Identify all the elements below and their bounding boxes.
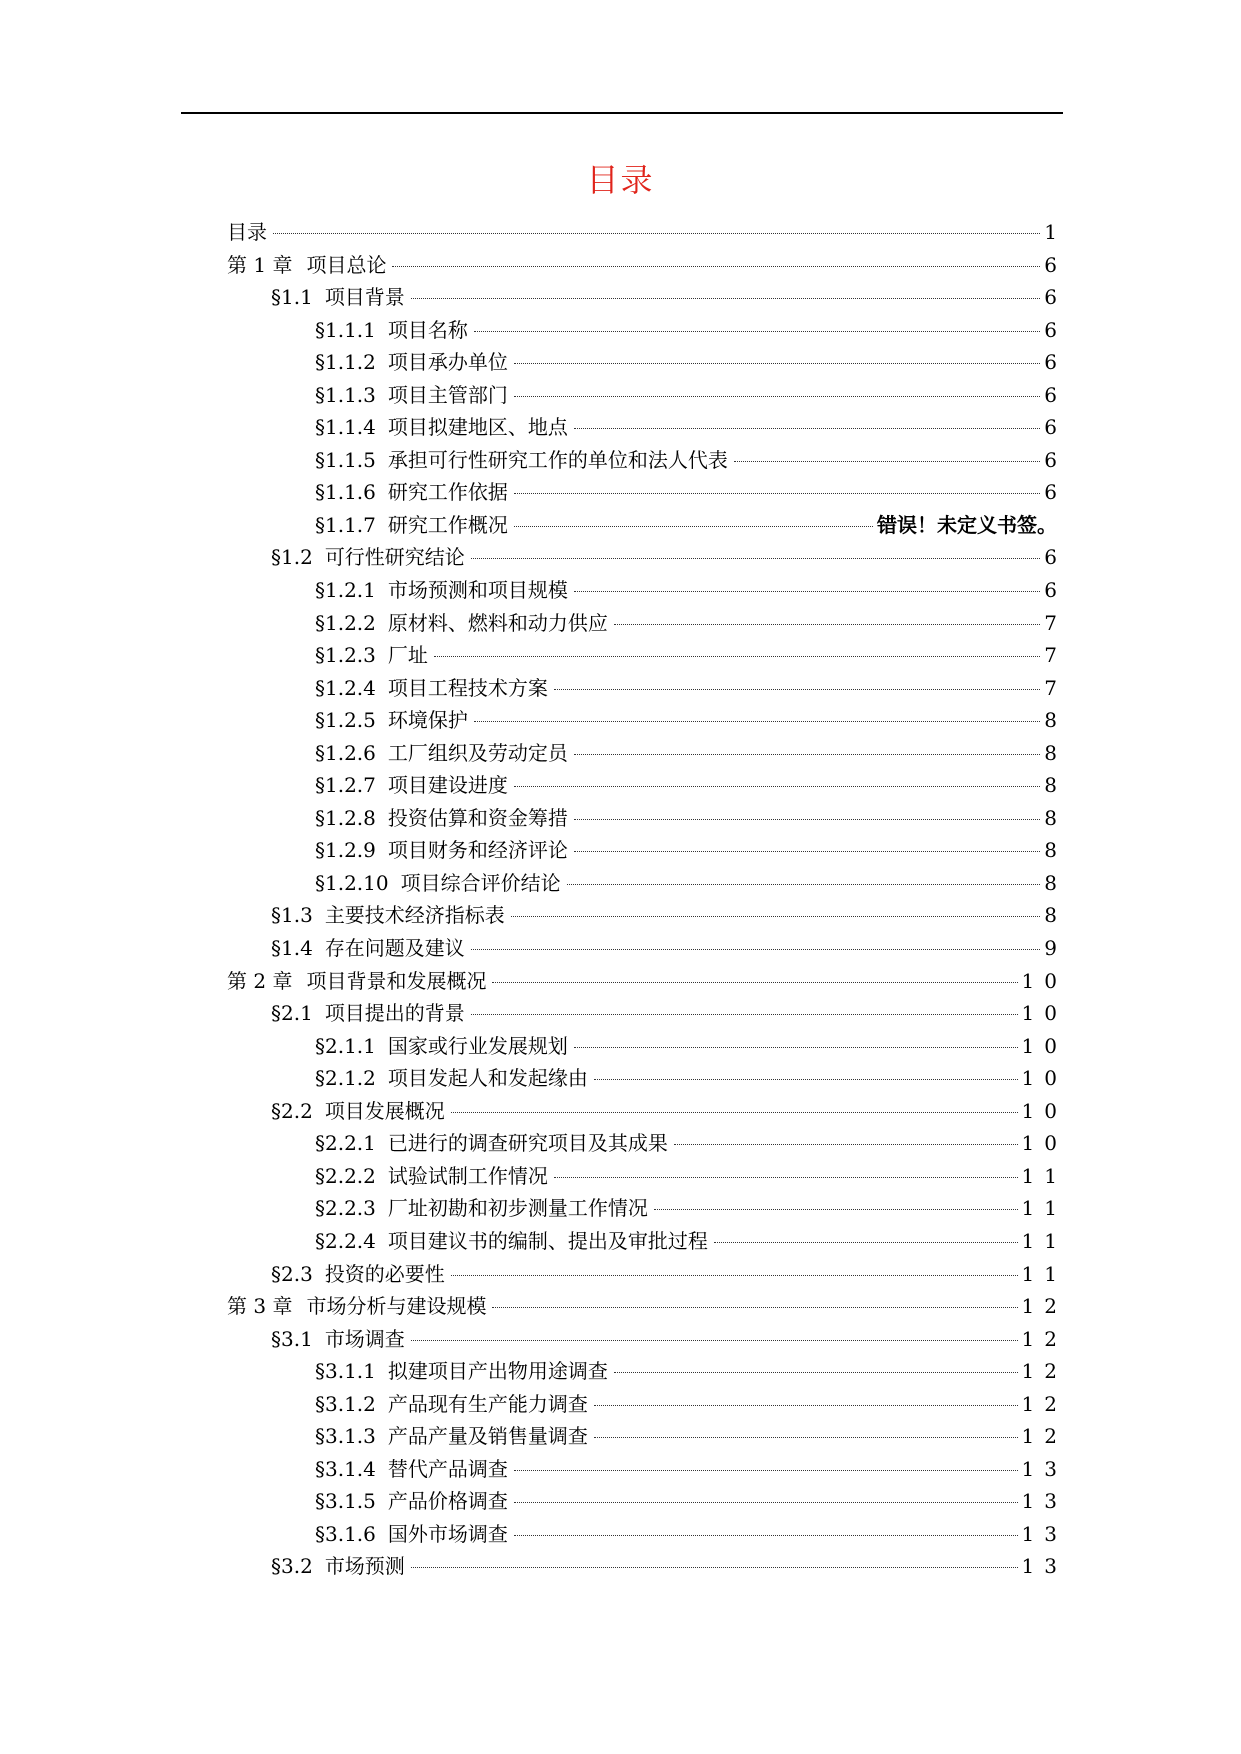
toc-entry[interactable] <box>227 281 1067 314</box>
toc-page-number: 11 <box>1021 1163 1067 1188</box>
toc-entry[interactable] <box>227 1388 1067 1421</box>
toc-entry[interactable] <box>227 1030 1067 1063</box>
toc-dot-leader <box>574 819 1040 820</box>
toc-entry-title: 项目总论 <box>306 252 387 277</box>
toc-page-number: 10 <box>1021 1033 1067 1058</box>
toc-entry-number: §2.2.3 <box>315 1196 376 1221</box>
toc-entry-title: 存在问题及建议 <box>324 936 465 961</box>
toc-entry-number: §1.2.2 <box>315 610 376 635</box>
toc-page-number: 6 <box>1044 350 1067 375</box>
toc-entry-title: 可行性研究结论 <box>324 545 465 570</box>
toc-entry[interactable] <box>227 1192 1067 1225</box>
toc-entry-title: 产品现有生产能力调查 <box>387 1391 588 1416</box>
toc-entry-title: 项目发起人和发起缘由 <box>387 1066 588 1091</box>
toc-page-number: 8 <box>1044 740 1067 765</box>
toc-dot-leader <box>392 266 1040 267</box>
toc-entry-number: §1.2.10 <box>315 870 389 895</box>
toc-entry[interactable] <box>227 541 1067 574</box>
toc-entry-number: §1.1.3 <box>315 382 376 407</box>
toc-entry[interactable] <box>227 834 1067 867</box>
toc-dot-leader <box>614 624 1040 625</box>
toc-entry-number: §1.4 <box>271 936 313 961</box>
toc-dot-leader <box>734 461 1040 462</box>
toc-entry[interactable] <box>227 574 1067 607</box>
toc-entry[interactable] <box>227 1258 1067 1291</box>
toc-entry-title: 研究工作概况 <box>387 512 508 537</box>
toc-dot-leader <box>514 363 1040 364</box>
toc-entry-title: 项目综合评价结论 <box>400 870 561 895</box>
toc-dot-leader <box>574 428 1040 429</box>
toc-dot-leader <box>451 1275 1018 1276</box>
toc-dot-leader <box>474 721 1040 722</box>
toc-dot-leader <box>674 1144 1018 1145</box>
toc-dot-leader <box>514 1502 1018 1503</box>
toc-dot-leader <box>514 1470 1018 1471</box>
toc-page-number: 12 <box>1021 1326 1067 1351</box>
toc-entry[interactable] <box>227 216 1067 249</box>
toc-entry[interactable] <box>227 1062 1067 1095</box>
toc-page-number: 6 <box>1044 382 1067 407</box>
toc-entry-title: 工厂组织及劳动定员 <box>387 740 568 765</box>
toc-entry[interactable] <box>227 672 1067 705</box>
toc-entry[interactable] <box>227 444 1067 477</box>
toc-dot-leader <box>574 1047 1018 1048</box>
toc-dot-leader <box>594 1079 1018 1080</box>
toc-dot-leader <box>554 689 1040 690</box>
toc-dot-leader <box>471 1014 1018 1015</box>
toc-page-number: 6 <box>1044 578 1067 603</box>
toc-page-number: 6 <box>1044 545 1067 570</box>
toc-entry[interactable] <box>227 379 1067 412</box>
toc-entry-title: 项目建议书的编制、提出及审批过程 <box>387 1228 708 1253</box>
toc-entry-number: 第 3 章 <box>227 1294 293 1319</box>
toc-page-number: 12 <box>1021 1391 1067 1416</box>
toc-entry-number: §1.2.9 <box>315 838 376 863</box>
toc-entry-title: 主要技术经济指标表 <box>324 903 505 928</box>
toc-entry[interactable] <box>227 769 1067 802</box>
toc-page-number: 11 <box>1021 1196 1067 1221</box>
toc-page-number: 12 <box>1021 1359 1067 1384</box>
toc-entry-title: 项目拟建地区、地点 <box>387 415 568 440</box>
toc-entry-title: 项目承办单位 <box>387 350 508 375</box>
toc-dot-leader <box>411 298 1040 299</box>
toc-entry-title: 项目工程技术方案 <box>387 675 548 700</box>
toc-entry-title: 项目名称 <box>387 317 468 342</box>
toc-entry[interactable] <box>227 1323 1067 1356</box>
toc-entry-number: §3.2 <box>271 1554 313 1579</box>
toc-page-number: 1 <box>1044 220 1067 244</box>
toc-entry-number: §1.2 <box>271 545 313 570</box>
toc-entry-title: 国家或行业发展规划 <box>387 1033 568 1058</box>
toc-dot-leader <box>492 1307 1017 1308</box>
toc-entry-title: 替代产品调查 <box>387 1456 508 1481</box>
toc-entry-number: §1.2.5 <box>315 708 376 733</box>
toc-entry-number: 第 2 章 <box>227 968 293 993</box>
toc-page-number: 8 <box>1044 805 1067 830</box>
toc-page-number: 6 <box>1044 252 1067 277</box>
toc-entry-number: §2.1.1 <box>315 1033 376 1058</box>
toc-entry-title: 厂址初勘和初步测量工作情况 <box>387 1196 648 1221</box>
toc-entry-number: §3.1.6 <box>315 1521 376 1546</box>
toc-entry-title: 项目发展概况 <box>324 1098 445 1123</box>
toc-page-number: 12 <box>1021 1294 1067 1319</box>
toc-entry-title: 研究工作依据 <box>387 480 508 505</box>
toc-dot-leader <box>514 1535 1018 1536</box>
toc-entry-number: §1.1.6 <box>315 480 376 505</box>
toc-page-number: 12 <box>1021 1424 1067 1449</box>
toc-dot-leader <box>594 1437 1018 1438</box>
header-rule <box>181 112 1063 114</box>
toc-bookmark-error: 错误！未定义书签。 <box>877 512 1057 537</box>
toc-entry[interactable] <box>227 1225 1067 1258</box>
toc-entry[interactable] <box>227 1453 1067 1486</box>
toc-page-number: 13 <box>1021 1456 1067 1481</box>
toc-entry-title: 试验试制工作情况 <box>387 1163 548 1188</box>
toc-page-number: 11 <box>1021 1228 1067 1253</box>
toc-entry[interactable] <box>227 1518 1067 1551</box>
toc-dot-leader <box>514 493 1040 494</box>
toc-entry-title: 投资的必要性 <box>324 1261 445 1286</box>
toc-entry-title: 环境保护 <box>387 708 468 733</box>
toc-entry-number: §2.2.2 <box>315 1163 376 1188</box>
toc-page-number: 6 <box>1044 447 1067 472</box>
toc-entry[interactable] <box>227 704 1067 737</box>
toc-dot-leader <box>514 396 1040 397</box>
toc-page-number: 8 <box>1044 708 1067 733</box>
toc-page-number: 9 <box>1044 936 1067 961</box>
toc-entry-title: 产品产量及销售量调查 <box>387 1424 588 1449</box>
toc-dot-leader <box>471 949 1040 950</box>
toc-entry-number: §3.1.3 <box>315 1424 376 1449</box>
toc-dot-leader <box>273 233 1040 234</box>
toc-dot-leader <box>614 1372 1018 1373</box>
toc-entry[interactable] <box>227 509 1057 542</box>
toc-entry[interactable] <box>227 1127 1067 1160</box>
toc-entry[interactable] <box>227 249 1067 282</box>
toc-entry-title: 投资估算和资金筹措 <box>387 805 568 830</box>
toc-entry-title: 市场预测和项目规模 <box>387 578 568 603</box>
table-of-contents <box>227 216 1067 1583</box>
toc-entry-number: §1.2.7 <box>315 773 376 798</box>
toc-dot-leader <box>511 916 1040 917</box>
toc-page-number: 10 <box>1021 1131 1067 1156</box>
toc-page-number: 13 <box>1021 1489 1067 1514</box>
toc-page-number: 11 <box>1021 1261 1067 1286</box>
toc-entry-number: §1.1.7 <box>315 512 376 537</box>
toc-page-number: 6 <box>1044 415 1067 440</box>
toc-entry-title: 已进行的调查研究项目及其成果 <box>387 1131 668 1156</box>
toc-entry-title: 目录 <box>227 220 267 244</box>
toc-entry-title: 承担可行性研究工作的单位和法人代表 <box>387 447 728 472</box>
toc-entry-number: §1.1.4 <box>315 415 376 440</box>
toc-page-number: 8 <box>1044 773 1067 798</box>
toc-entry-number: §2.2.1 <box>315 1131 376 1156</box>
toc-page-number: 6 <box>1044 317 1067 342</box>
toc-entry[interactable] <box>227 932 1067 965</box>
toc-entry[interactable] <box>227 899 1067 932</box>
toc-dot-leader <box>434 656 1040 657</box>
toc-entry-number: §3.1 <box>271 1326 313 1351</box>
toc-page-number: 6 <box>1044 285 1067 310</box>
toc-entry-title: 项目财务和经济评论 <box>387 838 568 863</box>
toc-entry[interactable] <box>227 1290 1067 1323</box>
toc-entry[interactable] <box>227 1355 1067 1388</box>
toc-page-number: 10 <box>1021 968 1067 993</box>
toc-entry-number: §1.1.5 <box>315 447 376 472</box>
toc-entry[interactable] <box>227 1160 1067 1193</box>
toc-page-number: 13 <box>1021 1521 1067 1546</box>
toc-dot-leader <box>492 982 1017 983</box>
toc-entry-number: §1.2.8 <box>315 805 376 830</box>
toc-entry-number: §1.2.4 <box>315 675 376 700</box>
toc-entry[interactable] <box>227 997 1067 1030</box>
toc-entry-number: §2.1.2 <box>315 1066 376 1091</box>
toc-entry[interactable] <box>227 867 1067 900</box>
toc-dot-leader <box>574 591 1040 592</box>
toc-dot-leader <box>471 558 1040 559</box>
toc-entry-number: §1.2.1 <box>315 578 376 603</box>
toc-entry-title: 项目提出的背景 <box>324 1001 465 1026</box>
toc-entry[interactable] <box>227 346 1067 379</box>
toc-dot-leader <box>514 786 1040 787</box>
toc-entry[interactable] <box>227 802 1067 835</box>
toc-dot-leader <box>574 754 1040 755</box>
toc-page-number: 8 <box>1044 838 1067 863</box>
toc-entry-number: §2.2 <box>271 1098 313 1123</box>
toc-entry[interactable] <box>227 965 1067 998</box>
toc-page-number: 10 <box>1021 1098 1067 1123</box>
toc-dot-leader <box>411 1340 1018 1341</box>
toc-entry-title: 厂址 <box>387 643 428 668</box>
toc-entry-title: 项目建设进度 <box>387 773 508 798</box>
toc-entry[interactable] <box>227 411 1067 444</box>
toc-entry-number: §3.1.2 <box>315 1391 376 1416</box>
toc-entry-number: §1.1.2 <box>315 350 376 375</box>
toc-page-number: 7 <box>1044 610 1067 635</box>
toc-entry-number: §3.1.5 <box>315 1489 376 1514</box>
toc-entry-title: 项目主管部门 <box>387 382 508 407</box>
toc-page-number: 10 <box>1021 1001 1067 1026</box>
toc-entry-number: §3.1.1 <box>315 1359 376 1384</box>
toc-page-number: 8 <box>1044 903 1067 928</box>
toc-dot-leader <box>451 1112 1018 1113</box>
toc-entry-title: 项目背景和发展概况 <box>306 968 487 993</box>
toc-entry-number: 第 1 章 <box>227 252 293 277</box>
toc-entry[interactable] <box>227 1550 1067 1583</box>
toc-entry-number: §1.2.3 <box>315 643 376 668</box>
toc-entry-number: §2.1 <box>271 1001 313 1026</box>
toc-entry[interactable] <box>227 1485 1067 1518</box>
toc-dot-leader <box>654 1209 1018 1210</box>
toc-entry-number: §2.2.4 <box>315 1228 376 1253</box>
toc-entry-title: 项目背景 <box>324 285 405 310</box>
toc-entry-number: §2.3 <box>271 1261 313 1286</box>
page-title: 目录 <box>586 161 655 199</box>
toc-entry[interactable] <box>227 1420 1067 1453</box>
toc-entry-number: §1.1.1 <box>315 317 376 342</box>
toc-page-number: 6 <box>1044 480 1067 505</box>
toc-entry[interactable] <box>227 476 1067 509</box>
toc-dot-leader <box>574 851 1040 852</box>
toc-entry[interactable] <box>227 314 1067 347</box>
toc-entry[interactable] <box>227 607 1067 640</box>
toc-dot-leader <box>554 1177 1018 1178</box>
toc-entry[interactable] <box>227 639 1067 672</box>
toc-dot-leader <box>714 1242 1018 1243</box>
toc-page-number: 7 <box>1044 675 1067 700</box>
toc-entry-title: 市场分析与建设规模 <box>306 1294 487 1319</box>
toc-dot-leader <box>567 884 1041 885</box>
toc-entry[interactable] <box>227 737 1067 770</box>
toc-page-number: 13 <box>1021 1554 1067 1579</box>
toc-entry-number: §1.3 <box>271 903 313 928</box>
toc-entry[interactable] <box>227 1095 1067 1128</box>
toc-dot-leader <box>514 526 873 527</box>
toc-entry-number: §3.1.4 <box>315 1456 376 1481</box>
toc-page-number: 7 <box>1044 643 1067 668</box>
toc-entry-title: 国外市场调查 <box>387 1521 508 1546</box>
toc-entry-number: §1.2.6 <box>315 740 376 765</box>
toc-entry-number: §1.1 <box>271 285 313 310</box>
toc-entry-title: 产品价格调查 <box>387 1489 508 1514</box>
toc-dot-leader <box>594 1405 1018 1406</box>
toc-page-number: 10 <box>1021 1066 1067 1091</box>
toc-entry-title: 原材料、燃料和动力供应 <box>387 610 608 635</box>
toc-page-number: 8 <box>1044 870 1067 895</box>
toc-entry-title: 拟建项目产出物用途调查 <box>387 1359 608 1384</box>
toc-dot-leader <box>411 1567 1018 1568</box>
toc-entry-title: 市场预测 <box>324 1554 405 1579</box>
toc-entry-title: 市场调查 <box>324 1326 405 1351</box>
toc-dot-leader <box>474 331 1040 332</box>
